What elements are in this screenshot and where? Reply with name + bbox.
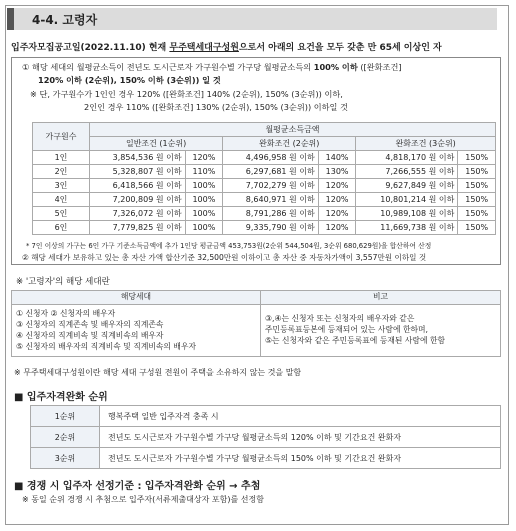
cell: 4인 bbox=[33, 193, 90, 207]
cell: 140% bbox=[318, 151, 356, 165]
household-header-left: 해당세대 bbox=[12, 291, 261, 305]
intro-tail: 으로서 아래의 요건을 모두 갖춘 만 65세 이상인 자 bbox=[238, 43, 442, 53]
table-row bbox=[33, 207, 496, 221]
condition-line-4: 2인인 경우 110% ([완화조건] 130% (2순위), 150% (3순위)) 이하일 것 bbox=[84, 102, 348, 112]
list-item: 주민등록표등본에 등재되어 있는 사람에 한하며, bbox=[265, 325, 429, 334]
list-item: ① 신청자 ② 신청자의 배우자 bbox=[16, 309, 116, 318]
asset-rule: ② 해당 세대가 보유하고 있는 총 자산 가액 합산기준 32,500만원 이하이고 총 자산 중 자동차가액이 3,557만원 이하일 것 bbox=[22, 253, 427, 262]
cell: 150% bbox=[458, 165, 496, 179]
table-row bbox=[33, 165, 496, 179]
cell: 11,669,738 원 이하 bbox=[356, 221, 458, 235]
household-header-right: 비고 bbox=[261, 291, 501, 305]
cell: 7,266,555 원 이하 bbox=[356, 165, 458, 179]
list-item: ⑤ 신청자의 배우자의 직계비속 및 직계비속의 배우자 bbox=[16, 342, 197, 351]
cell: 2인 bbox=[33, 165, 90, 179]
condition-line-2: 120% 이하 (2순위), 150% 이하 (3순위)) 일 것 bbox=[38, 75, 221, 85]
cell: 150% bbox=[458, 193, 496, 207]
household-table bbox=[11, 290, 501, 357]
cell: 5인 bbox=[33, 207, 90, 221]
cond1-b: 100% 이하 bbox=[313, 62, 358, 72]
cell: 100% bbox=[185, 207, 223, 221]
cell: 120% bbox=[185, 151, 223, 165]
cell: 4,818,170 원 이하 bbox=[356, 151, 458, 165]
cell: 120% bbox=[318, 179, 356, 193]
income-table bbox=[32, 122, 496, 235]
table-row bbox=[33, 151, 496, 165]
rank-desc: 행복주택 일반 입주자격 충족 시 bbox=[100, 406, 501, 427]
table-note: * 7인 이상의 가구는 6인 가구 기준소득금액에 추가 1인당 평균금액 453,753원(2순위 544,504원, 3순위 680,629원)을 합산하여 산정 bbox=[26, 242, 432, 250]
income-group-header: 월평균소득금액 bbox=[90, 123, 496, 137]
relaxed2-header: 완화조건 (2순위) bbox=[223, 137, 356, 151]
cell: 10,989,108 원 이하 bbox=[356, 207, 458, 221]
cond1-a: ① 해당 세대의 월평균소득이 전년도 도시근로자 가구원수별 가구당 월평균소득의 bbox=[22, 62, 314, 72]
cell: 3,854,536 원 이하 bbox=[90, 151, 186, 165]
intro-text bbox=[11, 40, 501, 53]
general-header: 일반조건 (1순위) bbox=[90, 137, 223, 151]
homeless-note: ※ 무주택세대구성원이란 해당 세대 구성원 전원이 주택을 소유하지 않는 것을 말함 bbox=[14, 368, 302, 377]
condition-line-3: ※ 단, 가구원수가 1인인 경우 120% ([완화조건] 140% (2순위), 150% (3순위)) 이하, bbox=[30, 89, 343, 99]
cell: 7,779,825 원 이하 bbox=[90, 221, 186, 235]
relaxed3-header: 완화조건 (3순위) bbox=[356, 137, 496, 151]
cell: 150% bbox=[458, 207, 496, 221]
table-row bbox=[31, 406, 501, 427]
list-item: ③,④는 신청자 또는 신청자의 배우자와 같은 bbox=[265, 314, 415, 323]
cell: 150% bbox=[458, 151, 496, 165]
ranking-title: ■ 입주자격완화 순위 bbox=[14, 392, 108, 403]
cell: 7,326,072 원 이하 bbox=[90, 207, 186, 221]
cell: 1인 bbox=[33, 151, 90, 165]
cell: 120% bbox=[318, 193, 356, 207]
cell: 9,627,849 원 이하 bbox=[356, 179, 458, 193]
cell: 4,496,958 원 이하 bbox=[223, 151, 319, 165]
selection-title: ■ 경쟁 시 입주자 선정기준 : 입주자격완화 순위 → 추첨 bbox=[14, 481, 261, 492]
rank-cell: 3순위 bbox=[31, 448, 100, 469]
table-row bbox=[31, 427, 501, 448]
intro-lead: 입주자모집공고일(2022.11.10) 현재 bbox=[11, 43, 170, 53]
intro-underlined: 무주택세대구성원 bbox=[169, 43, 239, 53]
household-rule-title: ※ '고령자'의 해당 세대란 bbox=[16, 277, 110, 287]
section-header bbox=[7, 8, 497, 30]
rank-cell: 1순위 bbox=[31, 406, 100, 427]
cell: 6,297,681 원 이하 bbox=[223, 165, 319, 179]
cell: 8,640,971 원 이하 bbox=[223, 193, 319, 207]
selection-note: ※ 동일 순위 경쟁 시 추첨으로 입주자(서류제출대상자 포함)를 선정함 bbox=[22, 495, 264, 504]
rank-desc: 전년도 도시근로자 가구원수별 가구당 월평균소득의 150% 이하 및 기간요건 완화자 bbox=[100, 448, 501, 469]
rank-cell: 2순위 bbox=[31, 427, 100, 448]
cell: 5,328,807 원 이하 bbox=[90, 165, 186, 179]
cell: 9,335,790 원 이하 bbox=[223, 221, 319, 235]
household-right-cell bbox=[261, 305, 501, 357]
cell: 3인 bbox=[33, 179, 90, 193]
cell: 150% bbox=[458, 179, 496, 193]
cell: 7,702,279 원 이하 bbox=[223, 179, 319, 193]
cell: 110% bbox=[185, 165, 223, 179]
table-row bbox=[31, 448, 501, 469]
cell: 100% bbox=[185, 193, 223, 207]
ranking-table bbox=[30, 405, 501, 469]
cell: 6인 bbox=[33, 221, 90, 235]
household-left-cell bbox=[12, 305, 261, 357]
list-item: ③ 신청자의 직계존속 및 배우자의 직계존속 bbox=[16, 320, 164, 329]
list-item: ④ 신청자의 직계비속 및 직계비속의 배우자 bbox=[16, 331, 164, 340]
condition-line-1 bbox=[22, 61, 402, 74]
section-title: 4-4. 고령자 bbox=[32, 13, 98, 27]
cell: 100% bbox=[185, 179, 223, 193]
cell: 120% bbox=[318, 221, 356, 235]
cond1-c: ([완화조건] bbox=[357, 62, 402, 72]
cell: 130% bbox=[318, 165, 356, 179]
cell: 150% bbox=[458, 221, 496, 235]
cell: 8,791,286 원 이하 bbox=[223, 207, 319, 221]
table-row bbox=[33, 179, 496, 193]
cell: 100% bbox=[185, 221, 223, 235]
cell: 7,200,809 원 이하 bbox=[90, 193, 186, 207]
rank-desc: 전년도 도시근로자 가구원수별 가구당 월평균소득의 120% 이하 및 기간요건 완화자 bbox=[100, 427, 501, 448]
cell: 120% bbox=[318, 207, 356, 221]
cell: 6,418,566 원 이하 bbox=[90, 179, 186, 193]
table-row bbox=[33, 193, 496, 207]
household-header: 가구원수 bbox=[33, 123, 90, 151]
table-row bbox=[33, 221, 496, 235]
cell: 10,801,214 원 이하 bbox=[356, 193, 458, 207]
list-item: ⑤는 신청자와 같은 주민등록표에 등재된 사람에 한함 bbox=[265, 336, 446, 345]
